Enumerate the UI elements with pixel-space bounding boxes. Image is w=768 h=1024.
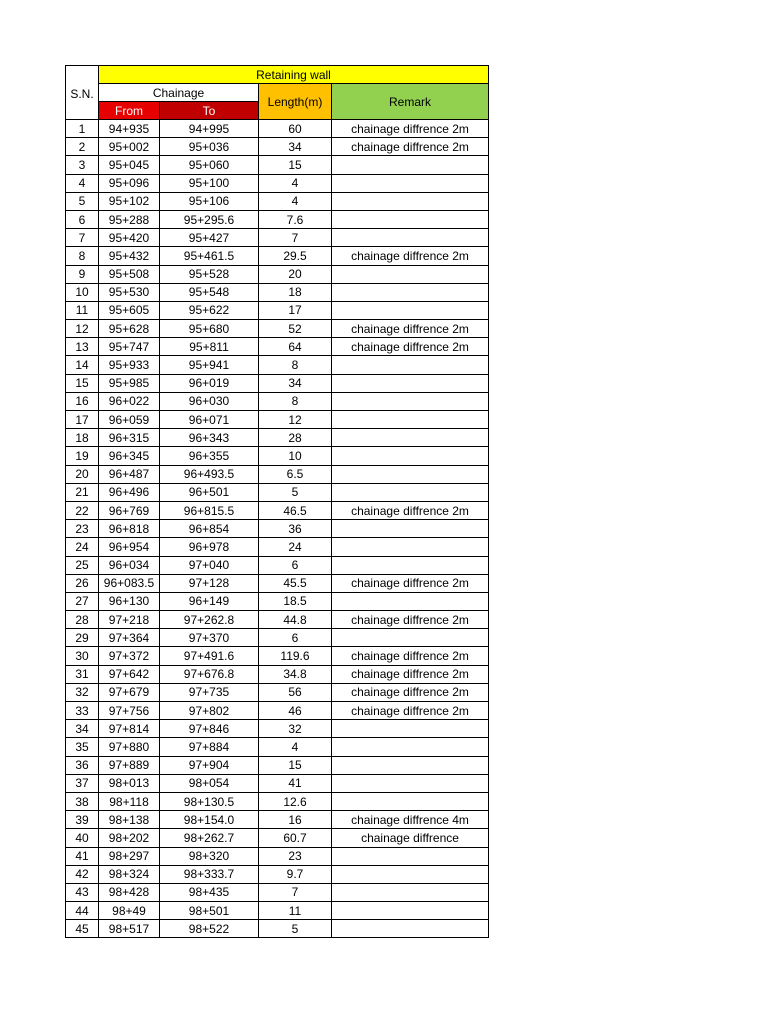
- sn-cell: 7: [66, 229, 99, 247]
- to-cell: 97+884: [160, 738, 259, 756]
- to-cell: 95+548: [160, 283, 259, 301]
- length-cell: 7: [259, 883, 332, 901]
- table-row: [66, 811, 489, 829]
- from-cell: 95+628: [99, 320, 160, 338]
- from-cell: 98+118: [99, 792, 160, 810]
- table-row: [66, 592, 489, 610]
- remark-cell: [332, 629, 489, 647]
- from-cell: 95+288: [99, 210, 160, 228]
- sn-cell: 10: [66, 283, 99, 301]
- from-cell: 96+487: [99, 465, 160, 483]
- sn-cell: 25: [66, 556, 99, 574]
- remark-cell: [332, 756, 489, 774]
- to-cell: 97+802: [160, 702, 259, 720]
- from-cell: 96+083.5: [99, 574, 160, 592]
- to-cell: 95+427: [160, 229, 259, 247]
- length-cell: 18: [259, 283, 332, 301]
- to-cell: 97+128: [160, 574, 259, 592]
- remark-cell: [332, 538, 489, 556]
- table-row: [66, 865, 489, 883]
- length-cell: 7.6: [259, 210, 332, 228]
- to-cell: 95+295.6: [160, 210, 259, 228]
- length-cell: 5: [259, 483, 332, 501]
- sn-cell: 33: [66, 702, 99, 720]
- remark-cell: [332, 356, 489, 374]
- to-header: To: [160, 102, 259, 120]
- remark-cell: [332, 283, 489, 301]
- from-cell: 95+508: [99, 265, 160, 283]
- to-cell: 96+854: [160, 520, 259, 538]
- sn-cell: 3: [66, 156, 99, 174]
- remark-cell: chainage diffrence 4m: [332, 811, 489, 829]
- to-cell: 96+501: [160, 483, 259, 501]
- from-header: From: [99, 102, 160, 120]
- remark-cell: [332, 792, 489, 810]
- remark-cell: [332, 374, 489, 392]
- length-cell: 4: [259, 192, 332, 210]
- to-cell: 98+262.7: [160, 829, 259, 847]
- table-row: [66, 920, 489, 938]
- from-cell: 95+933: [99, 356, 160, 374]
- to-cell: 95+106: [160, 192, 259, 210]
- from-cell: 96+022: [99, 392, 160, 410]
- to-cell: 95+528: [160, 265, 259, 283]
- sn-cell: 17: [66, 411, 99, 429]
- length-cell: 12.6: [259, 792, 332, 810]
- remark-cell: chainage diffrence 2m: [332, 665, 489, 683]
- remark-cell: [332, 920, 489, 938]
- to-cell: 97+040: [160, 556, 259, 574]
- table-row: [66, 156, 489, 174]
- sn-cell: 13: [66, 338, 99, 356]
- length-cell: 46.5: [259, 501, 332, 519]
- table-row: [66, 574, 489, 592]
- sn-cell: 8: [66, 247, 99, 265]
- to-cell: 96+355: [160, 447, 259, 465]
- from-cell: 96+034: [99, 556, 160, 574]
- from-cell: 96+345: [99, 447, 160, 465]
- from-cell: 96+315: [99, 429, 160, 447]
- table-row: [66, 192, 489, 210]
- from-cell: 97+372: [99, 647, 160, 665]
- length-cell: 44.8: [259, 611, 332, 629]
- remark-cell: chainage diffrence 2m: [332, 120, 489, 138]
- sn-cell: 2: [66, 138, 99, 156]
- from-cell: 95+002: [99, 138, 160, 156]
- to-cell: 98+054: [160, 774, 259, 792]
- length-cell: 4: [259, 738, 332, 756]
- length-cell: 9.7: [259, 865, 332, 883]
- remark-cell: chainage diffrence 2m: [332, 138, 489, 156]
- sn-cell: 4: [66, 174, 99, 192]
- from-cell: 97+880: [99, 738, 160, 756]
- retaining-wall-table: [65, 65, 489, 938]
- to-cell: 96+978: [160, 538, 259, 556]
- length-cell: 64: [259, 338, 332, 356]
- length-cell: 17: [259, 301, 332, 319]
- sn-cell: 24: [66, 538, 99, 556]
- from-cell: 95+102: [99, 192, 160, 210]
- sn-cell: 36: [66, 756, 99, 774]
- remark-cell: [332, 738, 489, 756]
- table-row: [66, 702, 489, 720]
- from-cell: 97+756: [99, 702, 160, 720]
- from-cell: 98+517: [99, 920, 160, 938]
- from-cell: 95+045: [99, 156, 160, 174]
- length-cell: 5: [259, 920, 332, 938]
- table-title: Retaining wall: [99, 66, 489, 84]
- table-row: [66, 847, 489, 865]
- table-row: [66, 774, 489, 792]
- sn-cell: 39: [66, 811, 99, 829]
- to-cell: 95+036: [160, 138, 259, 156]
- length-cell: 119.6: [259, 647, 332, 665]
- length-cell: 20: [259, 265, 332, 283]
- sn-cell: 31: [66, 665, 99, 683]
- table-row: [66, 483, 489, 501]
- length-cell: 34.8: [259, 665, 332, 683]
- from-cell: 95+420: [99, 229, 160, 247]
- sn-cell: 21: [66, 483, 99, 501]
- remark-cell: [332, 556, 489, 574]
- sn-cell: 1: [66, 120, 99, 138]
- length-cell: 8: [259, 392, 332, 410]
- remark-cell: chainage diffrence 2m: [332, 338, 489, 356]
- to-cell: 98+522: [160, 920, 259, 938]
- table-row: [66, 902, 489, 920]
- sn-cell: 20: [66, 465, 99, 483]
- length-cell: 34: [259, 374, 332, 392]
- length-cell: 46: [259, 702, 332, 720]
- from-cell: 98+49: [99, 902, 160, 920]
- sn-cell: 22: [66, 501, 99, 519]
- sn-cell: 44: [66, 902, 99, 920]
- table-row: [66, 210, 489, 228]
- chainage-header: Chainage: [99, 84, 259, 102]
- sn-cell: 45: [66, 920, 99, 938]
- remark-cell: [332, 229, 489, 247]
- table-body: [66, 120, 489, 938]
- remark-cell: chainage diffrence 2m: [332, 647, 489, 665]
- remark-cell: [332, 411, 489, 429]
- table-row: [66, 301, 489, 319]
- from-cell: 94+935: [99, 120, 160, 138]
- sn-cell: 40: [66, 829, 99, 847]
- length-cell: 4: [259, 174, 332, 192]
- length-cell: 6.5: [259, 465, 332, 483]
- remark-cell: [332, 429, 489, 447]
- table-row: [66, 320, 489, 338]
- length-cell: 11: [259, 902, 332, 920]
- sn-cell: 9: [66, 265, 99, 283]
- remark-cell: [332, 847, 489, 865]
- from-cell: 96+954: [99, 538, 160, 556]
- sn-cell: 38: [66, 792, 99, 810]
- to-cell: 95+941: [160, 356, 259, 374]
- from-cell: 96+059: [99, 411, 160, 429]
- remark-cell: [332, 865, 489, 883]
- remark-cell: [332, 592, 489, 610]
- sn-cell: 12: [66, 320, 99, 338]
- table-row: [66, 283, 489, 301]
- from-cell: 98+297: [99, 847, 160, 865]
- to-cell: 98+435: [160, 883, 259, 901]
- length-cell: 41: [259, 774, 332, 792]
- sn-cell: 41: [66, 847, 99, 865]
- sn-cell: 19: [66, 447, 99, 465]
- remark-cell: [332, 392, 489, 410]
- length-cell: 28: [259, 429, 332, 447]
- table-row: [66, 447, 489, 465]
- from-cell: 97+814: [99, 720, 160, 738]
- remark-cell: [332, 883, 489, 901]
- sn-header: S.N.: [66, 66, 99, 120]
- table-row: [66, 338, 489, 356]
- sn-cell: 16: [66, 392, 99, 410]
- remark-cell: chainage diffrence 2m: [332, 501, 489, 519]
- remark-cell: chainage diffrence 2m: [332, 574, 489, 592]
- length-cell: 10: [259, 447, 332, 465]
- from-cell: 95+530: [99, 283, 160, 301]
- sn-cell: 35: [66, 738, 99, 756]
- from-cell: 95+096: [99, 174, 160, 192]
- to-cell: 96+071: [160, 411, 259, 429]
- remark-cell: [332, 265, 489, 283]
- table-row: [66, 756, 489, 774]
- table-row: [66, 665, 489, 683]
- remark-cell: chainage diffrence 2m: [332, 247, 489, 265]
- remark-cell: chainage diffrence 2m: [332, 683, 489, 701]
- table-row: [66, 738, 489, 756]
- from-cell: 97+679: [99, 683, 160, 701]
- sn-cell: 11: [66, 301, 99, 319]
- length-cell: 15: [259, 156, 332, 174]
- length-cell: 7: [259, 229, 332, 247]
- to-cell: 94+995: [160, 120, 259, 138]
- sn-cell: 43: [66, 883, 99, 901]
- from-cell: 97+218: [99, 611, 160, 629]
- from-cell: 98+013: [99, 774, 160, 792]
- from-cell: 95+432: [99, 247, 160, 265]
- table-row: [66, 174, 489, 192]
- remark-cell: [332, 774, 489, 792]
- to-cell: 95+461.5: [160, 247, 259, 265]
- table-row: [66, 611, 489, 629]
- remark-cell: chainage diffrence: [332, 829, 489, 847]
- table-row: [66, 465, 489, 483]
- from-cell: 98+324: [99, 865, 160, 883]
- remark-cell: [332, 301, 489, 319]
- table-row: [66, 429, 489, 447]
- from-cell: 95+747: [99, 338, 160, 356]
- to-cell: 97+735: [160, 683, 259, 701]
- from-cell: 96+818: [99, 520, 160, 538]
- to-cell: 95+060: [160, 156, 259, 174]
- sn-cell: 42: [66, 865, 99, 883]
- table-row: [66, 647, 489, 665]
- remark-cell: [332, 210, 489, 228]
- table-row: [66, 411, 489, 429]
- length-cell: 6: [259, 629, 332, 647]
- table-row: [66, 829, 489, 847]
- remark-cell: chainage diffrence 2m: [332, 611, 489, 629]
- sn-cell: 6: [66, 210, 99, 228]
- length-cell: 24: [259, 538, 332, 556]
- table-row: [66, 538, 489, 556]
- table-row: [66, 120, 489, 138]
- sn-cell: 14: [66, 356, 99, 374]
- to-cell: 97+904: [160, 756, 259, 774]
- length-cell: 56: [259, 683, 332, 701]
- sn-cell: 5: [66, 192, 99, 210]
- length-cell: 45.5: [259, 574, 332, 592]
- remark-cell: [332, 902, 489, 920]
- sn-cell: 29: [66, 629, 99, 647]
- from-cell: 95+985: [99, 374, 160, 392]
- sn-cell: 28: [66, 611, 99, 629]
- from-cell: 96+496: [99, 483, 160, 501]
- to-cell: 98+154.0: [160, 811, 259, 829]
- to-cell: 96+343: [160, 429, 259, 447]
- remark-cell: [332, 174, 489, 192]
- to-cell: 96+815.5: [160, 501, 259, 519]
- to-cell: 97+846: [160, 720, 259, 738]
- to-cell: 97+491.6: [160, 647, 259, 665]
- to-cell: 95+680: [160, 320, 259, 338]
- table-row: [66, 138, 489, 156]
- length-cell: 36: [259, 520, 332, 538]
- to-cell: 96+493.5: [160, 465, 259, 483]
- from-cell: 96+130: [99, 592, 160, 610]
- to-cell: 96+149: [160, 592, 259, 610]
- length-cell: 60.7: [259, 829, 332, 847]
- length-cell: 60: [259, 120, 332, 138]
- from-cell: 98+138: [99, 811, 160, 829]
- length-cell: 8: [259, 356, 332, 374]
- remark-cell: [332, 447, 489, 465]
- length-cell: 32: [259, 720, 332, 738]
- to-cell: 96+030: [160, 392, 259, 410]
- to-cell: 98+320: [160, 847, 259, 865]
- table-row: [66, 683, 489, 701]
- sn-cell: 32: [66, 683, 99, 701]
- table-row: [66, 247, 489, 265]
- table-row: [66, 629, 489, 647]
- length-cell: 34: [259, 138, 332, 156]
- to-cell: 98+501: [160, 902, 259, 920]
- remark-cell: [332, 465, 489, 483]
- sn-cell: 15: [66, 374, 99, 392]
- length-header: Length(m): [259, 84, 332, 120]
- table-row: [66, 265, 489, 283]
- remark-cell: [332, 483, 489, 501]
- from-cell: 96+769: [99, 501, 160, 519]
- sn-cell: 37: [66, 774, 99, 792]
- from-cell: 98+428: [99, 883, 160, 901]
- remark-cell: [332, 520, 489, 538]
- table-row: [66, 883, 489, 901]
- table-row: [66, 356, 489, 374]
- length-cell: 15: [259, 756, 332, 774]
- sn-cell: 23: [66, 520, 99, 538]
- sn-cell: 18: [66, 429, 99, 447]
- to-cell: 96+019: [160, 374, 259, 392]
- remark-cell: [332, 720, 489, 738]
- to-cell: 95+811: [160, 338, 259, 356]
- to-cell: 97+262.8: [160, 611, 259, 629]
- remark-header: Remark: [332, 84, 489, 120]
- length-cell: 18.5: [259, 592, 332, 610]
- length-cell: 23: [259, 847, 332, 865]
- from-cell: 97+889: [99, 756, 160, 774]
- sn-cell: 27: [66, 592, 99, 610]
- to-cell: 97+370: [160, 629, 259, 647]
- remark-cell: chainage diffrence 2m: [332, 320, 489, 338]
- table-row: [66, 392, 489, 410]
- sn-cell: 26: [66, 574, 99, 592]
- from-cell: 95+605: [99, 301, 160, 319]
- sn-cell: 34: [66, 720, 99, 738]
- length-cell: 52: [259, 320, 332, 338]
- from-cell: 97+364: [99, 629, 160, 647]
- table-row: [66, 501, 489, 519]
- remark-cell: chainage diffrence 2m: [332, 702, 489, 720]
- remark-cell: [332, 156, 489, 174]
- length-cell: 29.5: [259, 247, 332, 265]
- from-cell: 98+202: [99, 829, 160, 847]
- table-row: [66, 520, 489, 538]
- to-cell: 98+333.7: [160, 865, 259, 883]
- table-row: [66, 556, 489, 574]
- sn-cell: 30: [66, 647, 99, 665]
- table-row: [66, 720, 489, 738]
- length-cell: 6: [259, 556, 332, 574]
- from-cell: 97+642: [99, 665, 160, 683]
- to-cell: 97+676.8: [160, 665, 259, 683]
- to-cell: 95+622: [160, 301, 259, 319]
- table-row: [66, 374, 489, 392]
- to-cell: 95+100: [160, 174, 259, 192]
- table-row: [66, 229, 489, 247]
- to-cell: 98+130.5: [160, 792, 259, 810]
- length-cell: 12: [259, 411, 332, 429]
- remark-cell: [332, 192, 489, 210]
- table-row: [66, 792, 489, 810]
- length-cell: 16: [259, 811, 332, 829]
